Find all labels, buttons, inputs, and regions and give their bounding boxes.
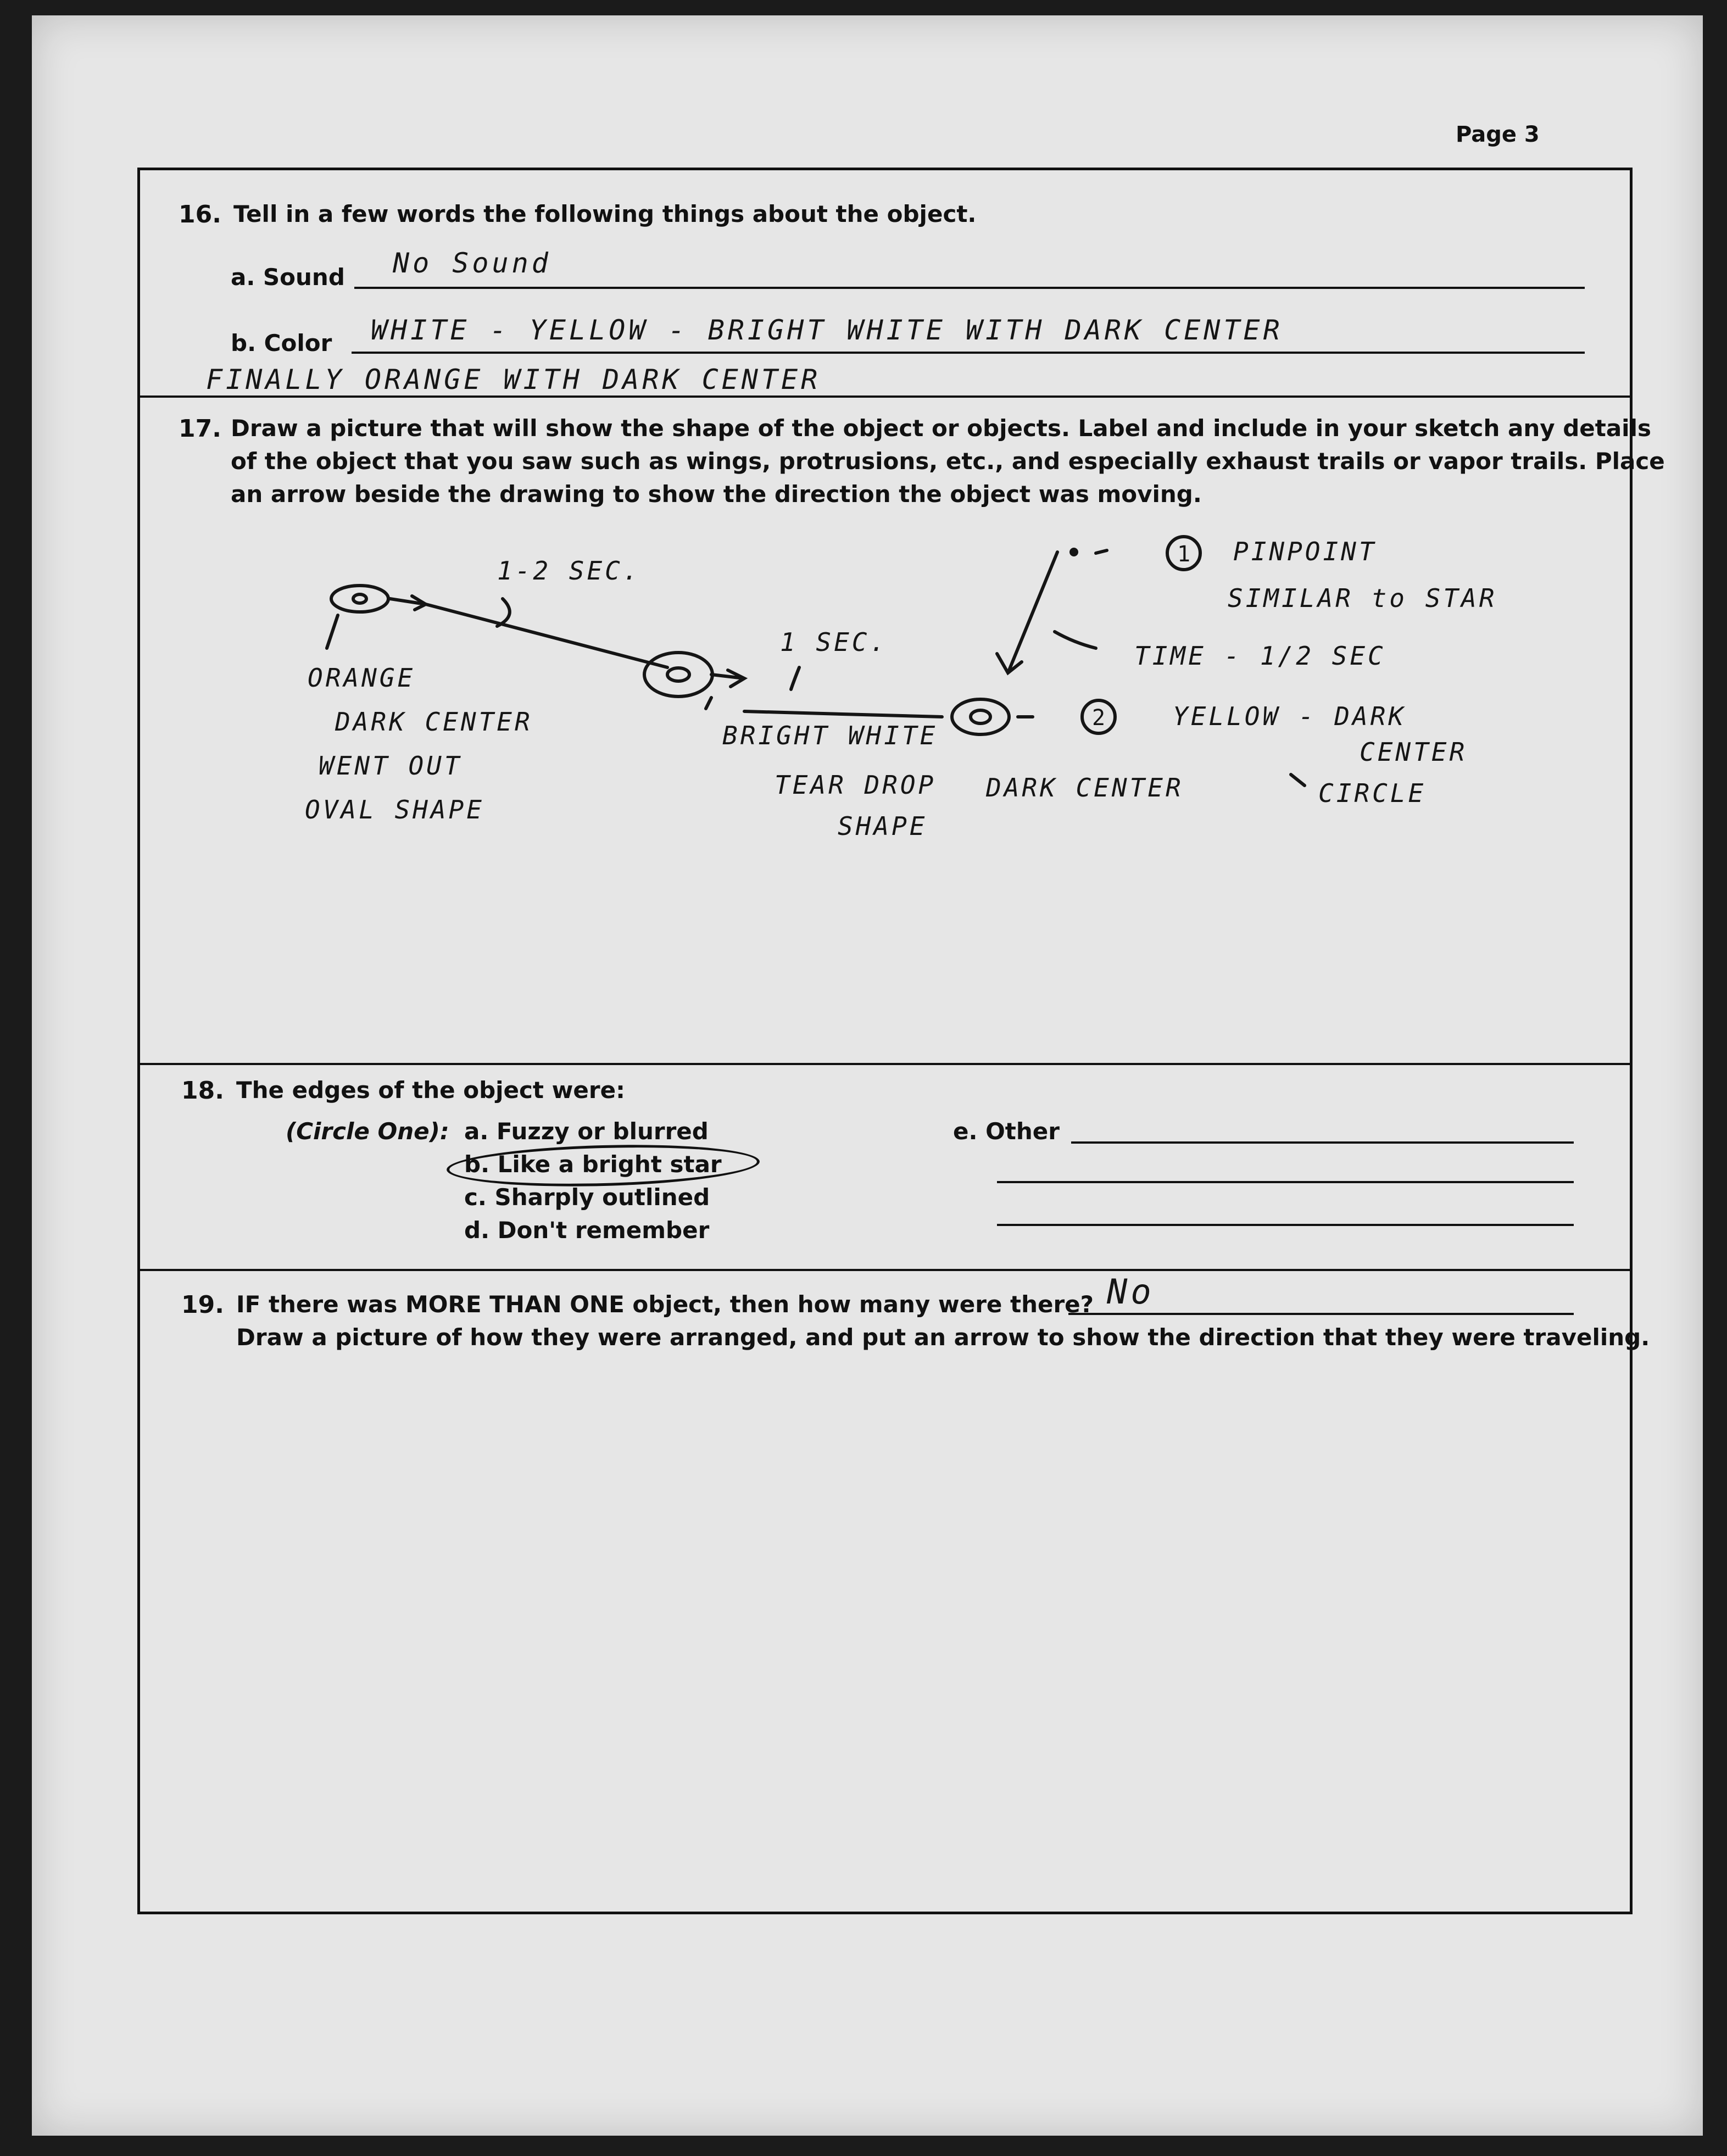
yellow-circle-object xyxy=(952,699,1009,734)
trajectory-line-1 xyxy=(426,604,667,667)
q18-option-c: c. Sharply outlined xyxy=(464,1184,710,1211)
q19-answer-line xyxy=(1068,1313,1574,1315)
color-label: b. Color xyxy=(231,330,332,356)
q18-number: 18. xyxy=(181,1077,224,1105)
leader-line-1 xyxy=(327,615,338,648)
q18-other-label: e. Other xyxy=(953,1118,1060,1145)
pinpoint-dash xyxy=(1096,550,1107,553)
page-number: Page 3 xyxy=(1456,122,1540,147)
label-shape: SHAPE xyxy=(838,811,928,841)
pinpoint-dot xyxy=(1071,549,1077,555)
sound-answer: No Sound xyxy=(393,247,551,279)
label-orange: ORANGE xyxy=(308,663,416,693)
teardrop-object xyxy=(644,653,712,697)
circle-leader xyxy=(1291,775,1305,785)
q19-answer: No xyxy=(1107,1272,1155,1312)
q19-question-2: Draw a picture of how they were arranged, and put an arrow to show the direction that they were traveling. xyxy=(236,1324,1650,1351)
divider-17-18 xyxy=(140,1063,1630,1065)
label-oval: OVAL SHAPE xyxy=(305,795,484,824)
q18-option-b: b. Like a bright star xyxy=(464,1151,722,1178)
form-box xyxy=(137,168,1665,1914)
label-yellow: YELLOW - DARK xyxy=(1173,701,1407,731)
label-time-1: 1 SEC. xyxy=(780,627,888,657)
q18-question: The edges of the object were: xyxy=(236,1077,625,1104)
other-line-1 xyxy=(1071,1141,1574,1144)
q18-option-a: a. Fuzzy or blurred xyxy=(464,1118,709,1145)
label-pinpoint: PINPOINT xyxy=(1233,537,1377,566)
other-line-3 xyxy=(997,1224,1574,1226)
label-center: CENTER xyxy=(1360,737,1468,767)
sound-label: a. Sound xyxy=(231,264,345,291)
leader-line-2 xyxy=(706,698,711,709)
label-tear-drop: TEAR DROP xyxy=(775,770,937,800)
label-similar: SIMILAR to STAR xyxy=(1228,583,1497,613)
color-answer-2: FINALLY ORANGE WITH DARK CENTER xyxy=(206,364,821,395)
trail-mark-2 xyxy=(711,670,744,687)
label-bright-white: BRIGHT WHITE xyxy=(722,721,938,750)
color-answer-1: WHITE - YELLOW - BRIGHT WHITE WITH DARK CENTER xyxy=(371,314,1283,346)
yellow-dark-center xyxy=(971,710,990,723)
divider-18-19 xyxy=(140,1269,1630,1271)
orange-oval-object xyxy=(331,586,388,612)
selected-option-circle xyxy=(446,1141,760,1190)
q17-number: 17. xyxy=(179,415,221,443)
q18-option-d: d. Don't remember xyxy=(464,1217,710,1244)
q16-question: Tell in a few words the following things about the object. xyxy=(233,200,977,227)
time-leader xyxy=(1055,632,1096,648)
direction-arrow xyxy=(997,552,1057,673)
label-num-1: 1 xyxy=(1177,542,1194,567)
q17-question-1: Draw a picture that will show the shape of the object or objects. Label and include in your sketch any details xyxy=(231,415,1651,442)
orange-dark-center xyxy=(353,594,366,603)
q17-question-2: of the object that you saw such as wings, protrusions, etc., and especially exhaust trails or vapor trails. Place xyxy=(231,448,1665,475)
label-time-1-2: 1-2 SEC. xyxy=(497,556,641,586)
trail-mark-1 xyxy=(390,596,426,610)
bracket-2 xyxy=(791,667,799,689)
trajectory-line-2 xyxy=(744,711,942,717)
q16-number: 16. xyxy=(179,200,221,229)
label-time-half: TIME - 1/2 SEC xyxy=(1134,641,1386,671)
teardrop-center xyxy=(667,668,689,681)
object-sketch xyxy=(140,170,1630,994)
label-circle: CIRCLE xyxy=(1318,778,1427,808)
q19-number: 19. xyxy=(181,1291,224,1319)
q18-instruction: (Circle One): xyxy=(286,1118,449,1145)
q17-question-3: an arrow beside the drawing to show the direction the object was moving. xyxy=(231,481,1202,508)
label-went-out: WENT OUT xyxy=(319,751,463,781)
label-dark-center-2: DARK CENTER xyxy=(986,773,1184,803)
q19-question-1: IF there was MORE THAN ONE object, then how many were there? xyxy=(236,1291,1094,1318)
label-dark-center: DARK CENTER xyxy=(335,707,533,737)
label-num-2: 2 xyxy=(1092,705,1108,731)
other-line-2 xyxy=(997,1181,1574,1183)
